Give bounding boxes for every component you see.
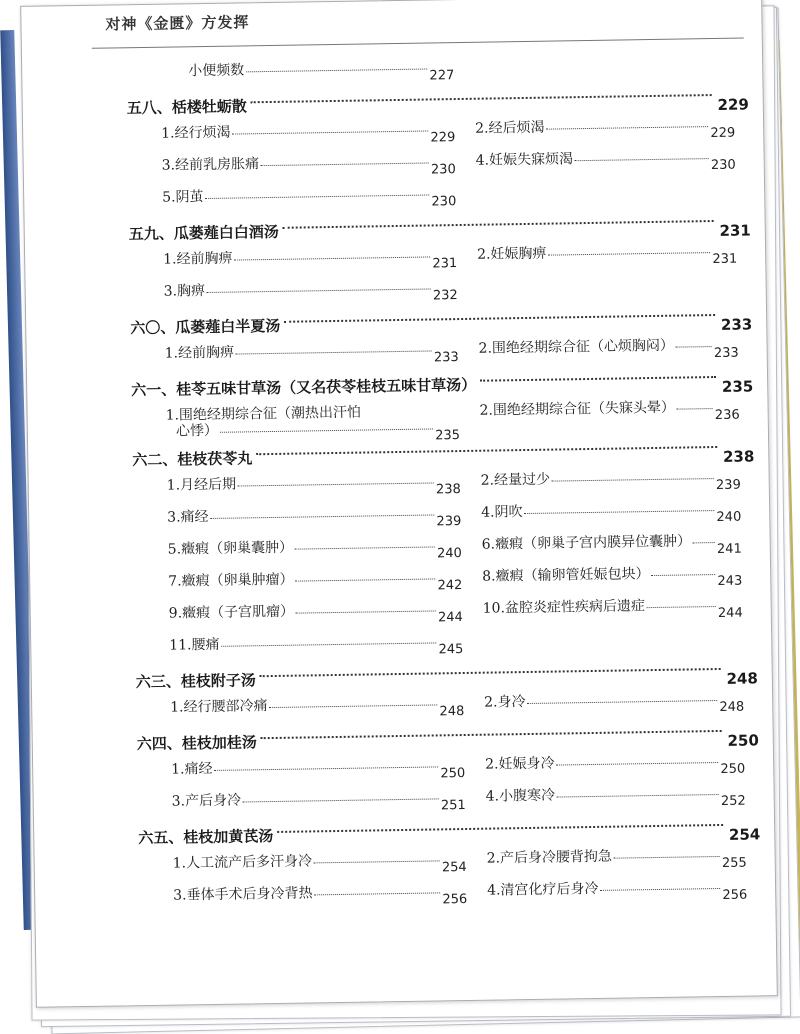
entry-page: 240: [716, 509, 742, 526]
toc-entry[interactable]: [478, 334, 744, 368]
entry-label: 4.小腹寒冷: [485, 787, 556, 805]
entry-label: 5.阴茧: [162, 189, 204, 206]
section-title: 六〇、瓜蒌薤白半夏汤: [130, 316, 281, 338]
entry-label: 3.痛经: [167, 508, 209, 526]
toc-entry[interactable]: [163, 244, 463, 279]
toc-entry[interactable]: [168, 534, 468, 569]
entry-label: 4.阴吹: [481, 504, 523, 521]
header-rule: [92, 38, 744, 49]
leader-dots: [260, 668, 721, 677]
leader-dots: [251, 94, 712, 103]
entry-page: 239: [715, 477, 741, 494]
entry-label: 11.腰痛: [169, 636, 220, 654]
leader-dots: [556, 762, 718, 766]
toc-entry[interactable]: [481, 498, 747, 532]
section-page: 231: [719, 221, 751, 240]
entry-label: 10.盆腔炎症性疾病后遗症: [482, 598, 646, 617]
leader-dots: [283, 220, 714, 229]
entry-page: 229: [430, 130, 456, 146]
section-title: 六四、桂枝加桂汤: [136, 733, 257, 754]
entry-label: 1.经行腰部冷痛: [170, 698, 268, 716]
toc-entry[interactable]: [168, 566, 468, 601]
entry-page: 250: [440, 765, 466, 782]
entry-page: 244: [717, 605, 743, 622]
entry-page: 252: [720, 793, 746, 809]
toc-entry[interactable]: [161, 118, 461, 153]
leader-dots: [651, 574, 715, 576]
entry-label: 1.月经后期: [166, 476, 237, 494]
leader-dots: [575, 158, 709, 161]
entry-page: 254: [441, 859, 467, 876]
entry-label: 2.产后身冷腰背拘急: [486, 848, 613, 867]
toc-entry[interactable]: [487, 875, 753, 909]
entry-label: 2.经后烦渴: [475, 119, 545, 137]
section-title: 六一、桂苓五味甘草汤（又名茯苓桂枝五味甘草汤）: [131, 375, 477, 400]
entry-page: 232: [432, 288, 458, 304]
toc-entry[interactable]: [188, 56, 460, 90]
entry-label: 7.癥瘕（卵巢肿瘤）: [168, 571, 294, 590]
entry-label: 1.人工流产后多汗身冷: [172, 853, 313, 872]
leader-dots: [677, 408, 713, 410]
leader-dots: [284, 314, 715, 323]
entry-label: 2.妊娠身冷: [485, 755, 555, 773]
leader-dots: [246, 69, 427, 73]
toc-entry[interactable]: [475, 114, 741, 148]
entry-label: 2.围绝经期综合征（失寐头晕）: [479, 399, 676, 419]
toc-entry[interactable]: [483, 594, 749, 628]
toc-entry[interactable]: [162, 150, 462, 185]
toc-entry[interactable]: [477, 240, 743, 274]
entry-label: 1.经前胸痹: [164, 344, 235, 362]
toc-entry[interactable]: [167, 470, 467, 505]
leader-dots: [243, 798, 439, 802]
leader-dots: [295, 546, 435, 549]
toc-entry[interactable]: [482, 562, 748, 596]
entry-page: 233: [713, 345, 739, 362]
leader-dots: [221, 642, 436, 646]
leader-dots: [207, 288, 431, 293]
entry-label: 3.垂体手术后身冷背热: [173, 885, 313, 904]
toc-entry[interactable]: [173, 880, 473, 915]
leader-dots: [261, 162, 429, 166]
entry-label: 8.癥瘕（输卵管妊娠包块）: [482, 566, 650, 585]
leader-dots: [647, 606, 716, 608]
toc-entry[interactable]: [479, 396, 745, 430]
leader-dots: [269, 704, 437, 708]
entry-label: 1.痛经: [171, 760, 213, 778]
section-page: 250: [727, 731, 759, 750]
entry-label: 1.围绝经期综合征（潮热出汗怕: [165, 404, 362, 424]
section-title: 六三、桂枝附子汤: [135, 671, 256, 692]
section-page: 235: [721, 377, 754, 396]
toc-entry[interactable]: [167, 502, 467, 537]
leader-dots: [314, 892, 440, 895]
leader-dots: [480, 376, 716, 382]
entry-page: 255: [721, 855, 747, 871]
leader-dots: [234, 256, 430, 260]
leader-dots: [527, 700, 717, 704]
entry-label: 1.经行烦渴: [161, 124, 231, 142]
entry-label: 4.妊娠失寐烦渴: [475, 151, 574, 169]
leader-dots: [546, 126, 708, 130]
section-title: 五八、栝楼牡蛎散: [126, 97, 247, 118]
leader-dots: [557, 794, 719, 798]
leader-dots: [210, 514, 434, 519]
leader-dots: [277, 824, 723, 833]
entry-page: 248: [439, 704, 465, 720]
toc-entry[interactable]: [165, 400, 465, 444]
toc-entry[interactable]: [485, 781, 751, 815]
entry-page: 251: [440, 797, 466, 814]
entry-page: 231: [712, 251, 738, 268]
leader-dots: [676, 346, 712, 348]
entry-label: 2.妊娠胸痹: [477, 245, 547, 263]
toc-entry[interactable]: [171, 754, 471, 789]
entry-label-continued: 心悸）: [175, 422, 219, 440]
leader-dots: [256, 446, 717, 455]
toc-entry[interactable]: [164, 338, 464, 373]
toc-entry[interactable]: [172, 786, 472, 821]
section-page: 229: [717, 95, 749, 114]
entry-label: 3.胸痹: [163, 283, 206, 300]
toc-entry[interactable]: [170, 692, 470, 727]
toc-entry[interactable]: [481, 466, 747, 500]
entry-label: 2.经量过少: [480, 471, 551, 489]
entry-page: 230: [430, 162, 456, 178]
toc-entry[interactable]: [485, 750, 751, 784]
entry-page: 229: [710, 125, 736, 142]
leader-dots: [214, 766, 438, 771]
section-title: 六五、桂枝加黄芪汤: [138, 827, 274, 848]
leader-dots: [614, 856, 720, 859]
entry-page: 256: [722, 887, 748, 903]
toc-entry[interactable]: [169, 630, 469, 665]
section-page: 238: [722, 447, 755, 466]
entry-label: 3.经前乳房胀痛: [161, 156, 260, 174]
entry-page: 245: [438, 642, 464, 658]
section-page: 248: [726, 669, 758, 688]
entry-page: 238: [435, 482, 461, 498]
entry-page: 230: [710, 157, 736, 174]
section-page: 233: [720, 315, 753, 334]
leader-dots: [552, 478, 714, 482]
entry-label: 2.围绝经期综合征（心烦胸闷）: [478, 337, 675, 357]
toc-page: [20, 0, 778, 1008]
leader-dots: [693, 542, 715, 543]
toc-entry[interactable]: [162, 182, 462, 217]
entry-page: 235: [435, 428, 461, 444]
entry-page: 230: [431, 194, 457, 210]
section-title: 五九、瓜蒌薤白白酒汤: [128, 222, 279, 244]
leader-dots: [524, 510, 714, 514]
entry-page: 227: [429, 68, 455, 84]
toc-entry[interactable]: [164, 276, 464, 311]
toc-entry[interactable]: [484, 688, 750, 722]
section-page: 254: [728, 825, 761, 844]
entry-page: 233: [433, 350, 459, 366]
entry-page: 242: [437, 578, 463, 594]
leader-dots: [295, 578, 435, 581]
leader-dots: [600, 888, 720, 891]
toc-entry[interactable]: [172, 848, 472, 883]
entry-page: 241: [716, 541, 742, 558]
running-header: 对神《金匮》方发挥: [105, 13, 250, 34]
entry-page: 240: [436, 546, 462, 562]
entry-label: 5.癥瘕（卵巢囊肿）: [167, 539, 294, 558]
entry-page: 256: [442, 891, 468, 908]
table-of-contents: [22, 51, 775, 919]
leader-dots: [205, 194, 429, 199]
entry-label: 3.产后身冷: [171, 792, 242, 810]
toc-entry[interactable]: [486, 843, 752, 877]
entry-page: 239: [436, 514, 462, 530]
leader-dots: [232, 130, 428, 134]
entry-page: 248: [719, 699, 745, 715]
entry-page: 244: [437, 610, 463, 626]
entry-label: 4.清宫化疗后身冷: [487, 880, 599, 899]
entry-label: 2.身冷: [484, 694, 526, 711]
leader-dots: [220, 428, 433, 432]
leader-dots: [548, 252, 710, 256]
leader-dots: [238, 482, 434, 486]
toc-entry[interactable]: [482, 530, 748, 564]
entry-page: 231: [432, 256, 458, 272]
toc-entry[interactable]: [475, 146, 741, 180]
section-title: 六二、桂枝茯苓丸: [132, 449, 253, 470]
entry-label: 小便频数: [188, 62, 245, 80]
entry-page: 243: [717, 573, 743, 590]
entry-label: 6.癥瘕（卵巢子宫内膜异位囊肿）: [481, 533, 692, 553]
leader-dots: [314, 860, 440, 863]
entry-label: 9.癥瘕（子宫肌瘤）: [168, 603, 295, 622]
toc-entry[interactable]: [169, 598, 469, 633]
entry-page: 250: [720, 761, 746, 777]
entry-page: 236: [714, 407, 740, 424]
entry-label: 1.经前胸痹: [163, 250, 233, 268]
leader-dots: [296, 610, 436, 613]
leader-dots: [236, 350, 432, 354]
leader-dots: [261, 730, 722, 739]
